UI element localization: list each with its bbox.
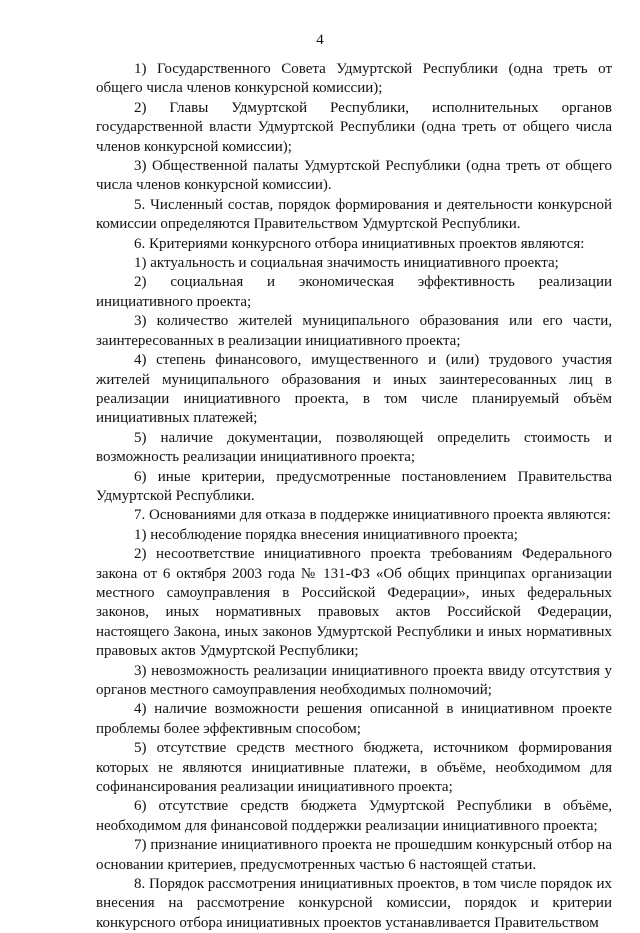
paragraph: 6) иные критерии, предусмотренные постановлением Правительства Удмуртской Республики. — [96, 468, 612, 504]
paragraph: 6) отсутствие средств бюджета Удмуртской Республики в объёме, необходимом для финансовой поддержки реализации инициативного проекта; — [96, 798, 612, 834]
paragraph: 5) наличие документации, позволяющей определить стоимость и возможность реализации инициативного проекта; — [96, 429, 612, 466]
paragraph: 2) несоответствие инициативного проекта требованиям Федерального закона от 6 октября 2003 года № 131-ФЗ «Об общих принципах организации местного самоуправления в Российской Федерации», иных федеральных законов, иных нормативных правовых актов Российской Федерации, настоящего Закона, иных законов Удмуртской Республики и иных нормативных правовых актов Удмуртской Республики; — [96, 546, 612, 660]
document-body — [96, 60, 612, 933]
paragraph: 3) количество жителей муниципального образования или его части, заинтересованных в реализации инициативного проекта; — [96, 313, 612, 349]
paragraph: 1) Государственного Совета Удмуртской Республики (одна треть от общего числа членов конкурсной комиссии); — [96, 61, 612, 97]
paragraph: 3) Общественной палаты Удмуртской Республики (одна треть от общего числа членов конкурсной комиссии). — [96, 158, 612, 194]
paragraph: 5. Численный состав, порядок формирования и деятельности конкурсной комиссии определяются Правительством Удмуртской Республики. — [96, 196, 612, 233]
paragraph: 6. Критериями конкурсного отбора инициативных проектов являются: — [134, 235, 585, 252]
paragraph: 4) степень финансового, имущественного и (или) трудового участия жителей муниципального образования и иных заинтересованных лиц в реализации инициативного проекта, в том числе планируемый объём инициативных платежей; — [96, 352, 612, 427]
paragraph: 2) Главы Удмуртской Республики, исполнительных органов государственной власти Удмуртской Республики (одна треть от общего числа членов конкурсной комиссии); — [96, 99, 612, 155]
paragraph: 2) социальная и экономическая эффективность реализации инициативного проекта; — [96, 274, 612, 310]
paragraph: 4) наличие возможности решения описанной в инициативном проекте проблемы более эффективным способом; — [96, 701, 612, 737]
paragraph: 3) невозможность реализации инициативного проекта ввиду отсутствия у органов местного самоуправления необходимых полномочий; — [96, 662, 612, 698]
paragraph: 7) признание инициативного проекта не прошедшим конкурсный отбор на основании критериев, предусмотренных частью 6 настоящей статьи. — [96, 837, 612, 873]
page-number: 4 — [316, 32, 324, 48]
paragraph: 1) актуальность и социальная значимость инициативного проекта; — [134, 255, 559, 272]
paragraph: 5) отсутствие средств местного бюджета, источником формирования которых не являются инициативные платежи, в объёме, необходимом для софинансирования реализации инициативного проекта; — [96, 740, 612, 796]
paragraph: 1) несоблюдение порядка внесения инициативного проекта; — [134, 526, 518, 543]
paragraph: 7. Основаниями для отказа в поддержке инициативного проекта являются: — [134, 507, 611, 524]
paragraph: 8. Порядок рассмотрения инициативных проектов, в том числе порядок их внесения на рассмотрение конкурсной комиссии, порядок и критерии конкурсного отбора инициативных проектов устанавливается Правительством — [96, 876, 612, 931]
